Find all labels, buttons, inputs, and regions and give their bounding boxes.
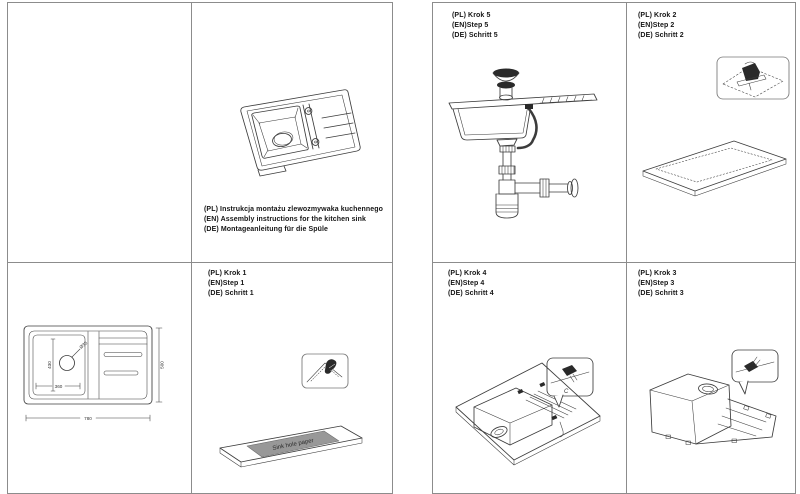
step3-label-block bbox=[638, 269, 684, 299]
instruction-sheet-left bbox=[7, 2, 393, 494]
grid-divider-vertical bbox=[626, 3, 627, 493]
step3-clip-attachment-drawing bbox=[632, 344, 792, 486]
cover-title-block bbox=[204, 205, 383, 235]
step5-label-pl: (PL) Krok 5 bbox=[452, 12, 491, 19]
clip-callout-bubble bbox=[547, 358, 593, 407]
step5-label-de: (DE) Schritt 5 bbox=[452, 32, 498, 39]
drain-plug-icon bbox=[493, 69, 519, 101]
sink-overview-drawing bbox=[227, 78, 367, 178]
dim-drain-hole: Ø35 bbox=[78, 340, 89, 350]
clip-marker-label: C bbox=[564, 389, 569, 395]
step4-label-block bbox=[448, 269, 494, 299]
clip-callout-bubble bbox=[732, 350, 778, 394]
cover-title-pl: (PL) Instrukcja montażu zlewozmywaka kuchennego bbox=[204, 206, 383, 213]
step3-label-en: (EN)Step 3 bbox=[638, 280, 675, 287]
step2-label-pl: (PL) Krok 2 bbox=[638, 12, 677, 19]
cover-title-en: (EN) Assembly instructions for the kitchen sink bbox=[204, 216, 366, 223]
dim-overall-depth: 500 bbox=[159, 361, 165, 369]
siphon-trap-assembly bbox=[496, 139, 578, 218]
instruction-sheet-right bbox=[432, 2, 796, 494]
step4-label-de: (DE) Schritt 4 bbox=[448, 290, 494, 297]
step1-label-pl: (PL) Krok 1 bbox=[208, 270, 247, 277]
step1-label-en: (EN)Step 1 bbox=[208, 280, 245, 287]
upside-down-sink bbox=[650, 374, 776, 445]
step2-label-en: (EN)Step 2 bbox=[638, 22, 675, 29]
countertop-panel bbox=[643, 141, 786, 196]
step5-label-en: (EN)Step 5 bbox=[452, 22, 489, 29]
step5-label-block bbox=[452, 11, 498, 41]
step4-label-pl: (PL) Krok 4 bbox=[448, 270, 487, 277]
step1-label-de: (DE) Schritt 1 bbox=[208, 290, 254, 297]
sink-side-view bbox=[449, 94, 597, 140]
dim-basin-width: 360 bbox=[54, 384, 63, 389]
step3-label-pl: (PL) Krok 3 bbox=[638, 270, 677, 277]
jigsaw-inset-icon bbox=[717, 57, 789, 99]
step1-label-block bbox=[208, 269, 254, 299]
grid-divider-horizontal bbox=[8, 262, 392, 263]
step4-underside-mounting-drawing bbox=[442, 350, 622, 485]
step3-label-de: (DE) Schritt 3 bbox=[638, 290, 684, 297]
dim-overall-width: 780 bbox=[84, 416, 92, 421]
grid-divider-vertical bbox=[191, 3, 192, 493]
sink-dimension-drawing bbox=[22, 318, 172, 428]
mounted-sink-underside bbox=[456, 363, 600, 465]
step1-template-placement-drawing bbox=[210, 344, 380, 484]
step2-label-block bbox=[638, 11, 684, 41]
tape-template-inset-icon bbox=[302, 354, 348, 388]
step2-cutout-drawing bbox=[637, 55, 793, 203]
step2-label-de: (DE) Schritt 2 bbox=[638, 32, 684, 39]
sink-hole-paper-label: Sink hole paper bbox=[272, 438, 315, 452]
dim-basin-length: 430 bbox=[47, 361, 52, 369]
grid-divider-horizontal bbox=[433, 262, 795, 263]
cell-blank bbox=[8, 3, 191, 262]
step4-label-en: (EN)Step 4 bbox=[448, 280, 485, 287]
step5-plumbing-drawing bbox=[444, 62, 624, 230]
cover-title-de: (DE) Montageanleitung für die Spüle bbox=[204, 226, 329, 233]
